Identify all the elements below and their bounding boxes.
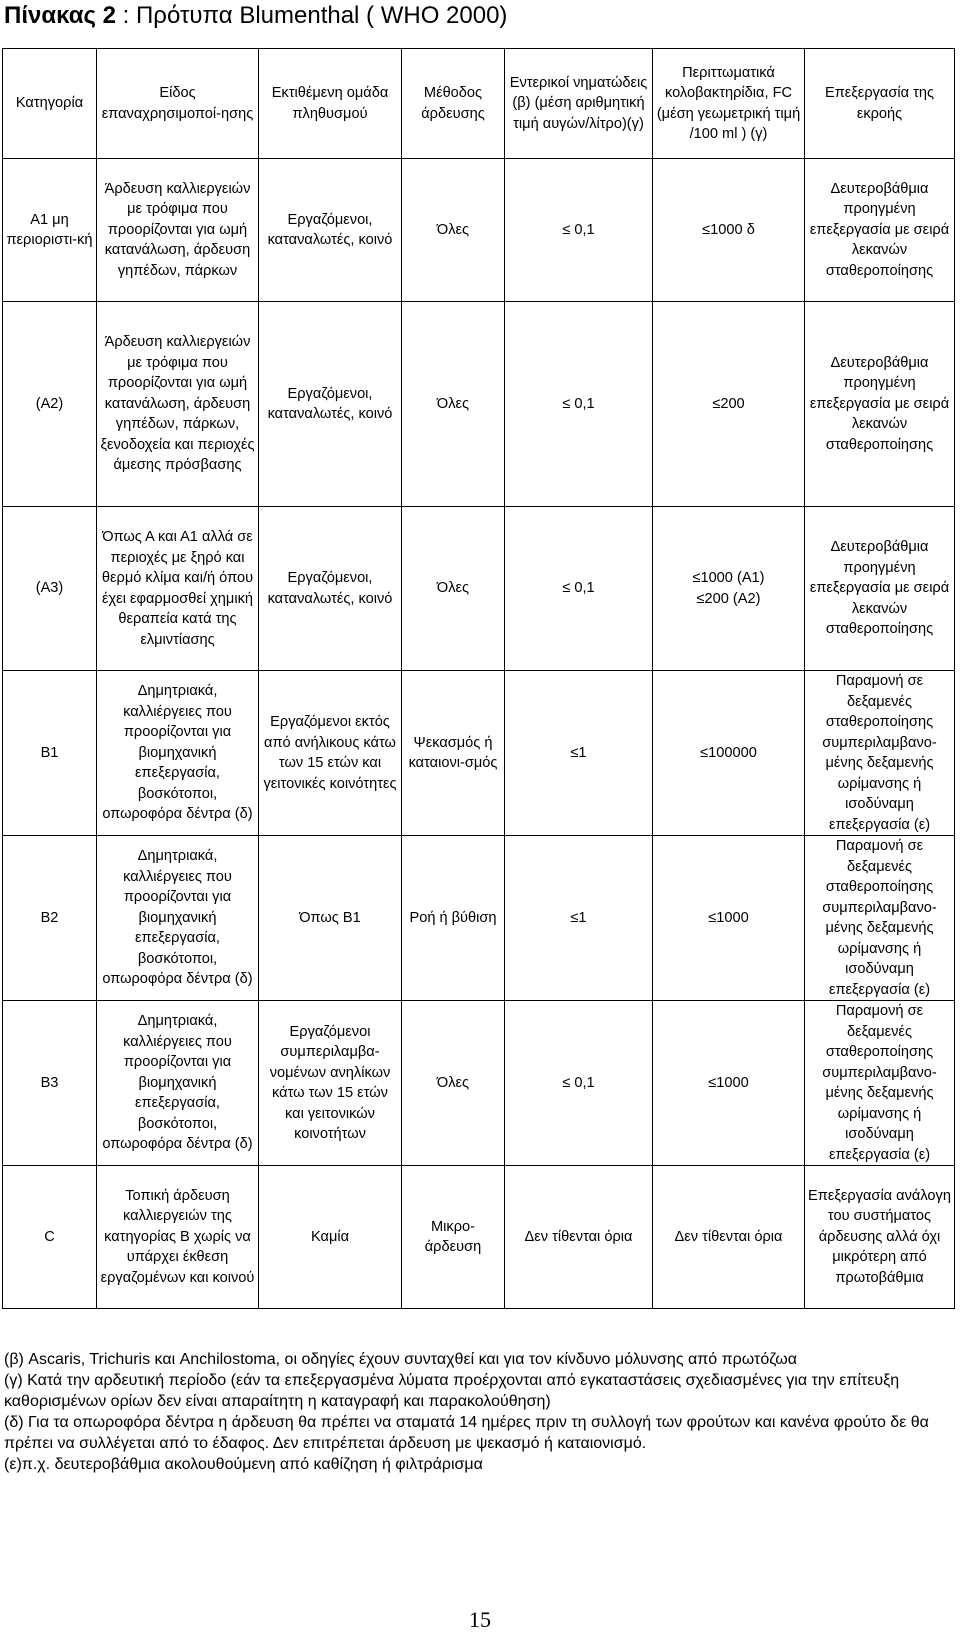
header-irrigation-method: Μέθοδος άρδευσης [402,49,505,159]
coliforms-cell: ≤1000 δ [653,159,805,302]
table-row [3,507,955,671]
table-header-row [3,49,955,159]
category-cell: (Α3) [3,507,97,671]
treatment-cell: Δευτεροβάθμια προηγμένη επεξεργασία με σειρά λεκανών σταθεροποίησης [805,302,955,507]
nematodes-cell: ≤ 0,1 [505,159,653,302]
category-cell: Β1 [3,671,97,836]
header-category: Κατηγορία [3,49,97,159]
header-nematodes: Εντερικοί νηματώδεις (β) (μέση αριθμητική τιμή αυγών/λίτρο)(γ) [505,49,653,159]
exposed-group-cell: Όπως Β1 [259,836,402,1001]
exposed-group-cell: Εργαζόμενοι, καταναλωτές, κοινό [259,159,402,302]
coliforms-cell: ≤1000 [653,1001,805,1166]
treatment-cell: Επεξεργασία ανάλογη του συστήματος άρδευσης αλλά όχι μικρότερη από πρωτοβάθμια [805,1166,955,1309]
reuse-type-cell: Τοπική άρδευση καλλιεργειών της κατηγορίας Β χωρίς να υπάρχει έκθεση εργαζομένων και κοινού [97,1166,259,1309]
reuse-type-cell: Δημητριακά, καλλιέργειες που προορίζονται για βιομηχανική επεξεργασία, βοσκότοποι, οπωροφόρα δέντρα (δ) [97,671,259,836]
table-label: Πίνακας 2 [4,2,116,29]
reuse-type-cell: Όπως Α και Α1 αλλά σε περιοχές με ξηρό και θερμό κλίμα και/ή όπου έχει εφαρμοσθεί χημική θεραπεία κατά της ελμιντίασης [97,507,259,671]
title-separator: : [115,2,136,29]
page-number: 15 [469,1607,491,1632]
reuse-type-cell: Άρδευση καλλιεργειών με τρόφιμα που προορίζονται για ωμή κατανάλωση, άρδευση γηπέδων, πάρκων, ξενοδοχεία και περιοχές άμεσης πρόσβασης [97,302,259,507]
table-body [3,159,955,1309]
exposed-group-cell: Καμία [259,1166,402,1309]
category-cell: Β3 [3,1001,97,1166]
header-exposed-group: Εκτιθέμενη ομάδα πληθυσμού [259,49,402,159]
treatment-cell: Παραμονή σε δεξαμενές σταθεροποίησης συμπεριλαμβανο-μένης δεξαμενής ωρίμανσης ή ισοδύναμη επεξεργασία (ε) [805,836,955,1001]
footnote-d: (δ) Για τα οπωροφόρα δέντρα η άρδευση θα πρέπει να σταματά 14 ημέρες πριν τη συλλογή των φρούτων και κανένα φρούτο δε θα πρέπει να συλλέγεται από το έδαφος. Δεν επιτρέπεται άρδευση με ψεκασμό ή καταιονισμό. [4,1414,929,1452]
irrigation-method-cell: Μικρο-άρδευση [402,1166,505,1309]
table-row [3,836,955,1001]
exposed-group-cell: Εργαζόμενοι εκτός από ανήλικους κάτω των 15 ετών και γειτονικές κοινότητες [259,671,402,836]
header-reuse-type: Είδος επαναχρησιμοποί-ησης [97,49,259,159]
page-title [4,2,507,30]
table-row [3,302,955,507]
irrigation-method-cell: Ροή ή βύθιση [402,836,505,1001]
irrigation-method-cell: Ψεκασμός ή καταιονι-σμός [402,671,505,836]
footnote-b: (β) Ascaris, Trichuris και Anchilostoma, οι οδηγίες έχουν συνταχθεί και για τον κίνδυνο μόλυνσης από πρωτόζωα [4,1351,797,1368]
nematodes-cell: ≤ 0,1 [505,1001,653,1166]
irrigation-method-cell: Όλες [402,1001,505,1166]
exposed-group-cell: Εργαζόμενοι, καταναλωτές, κοινό [259,507,402,671]
header-fecal-coliforms: Περιττωματικά κολοβακτηρίδια, FC (μέση γεωμετρική τιμή /100 ml ) (γ) [653,49,805,159]
category-cell: (Α2) [3,302,97,507]
reuse-type-cell: Δημητριακά, καλλιέργειες που προορίζονται για βιομηχανική επεξεργασία, βοσκότοποι, οπωροφόρα δέντρα (δ) [97,1001,259,1166]
coliforms-cell: ≤200 [653,302,805,507]
treatment-cell: Παραμονή σε δεξαμενές σταθεροποίησης συμπεριλαμβανο-μένης δεξαμενής ωρίμανσης ή ισοδύναμη επεξεργασία (ε) [805,1001,955,1166]
category-cell: C [3,1166,97,1309]
table-row [3,671,955,836]
footnote-e: (ε)π.χ. δευτεροβάθμια ακολουθούμενη από καθίζηση ή φιλτράρισμα [4,1456,483,1473]
coliforms-cell: ≤1000 [653,836,805,1001]
nematodes-cell: ≤ 0,1 [505,302,653,507]
coliforms-cell: ≤1000 (Α1) ≤200 (Α2) [653,507,805,671]
table-title-text: Πρότυπα Blumenthal ( WHO 2000) [135,2,508,29]
coliforms-cell: ≤100000 [653,671,805,836]
header-effluent-treatment: Επεξεργασία της εκροής [805,49,955,159]
exposed-group-cell: Εργαζόμενοι συμπεριλαμβα-νομένων ανηλίκων κάτω των 15 ετών και γειτονικών κοινοτήτων [259,1001,402,1166]
reuse-type-cell: Άρδευση καλλιεργειών με τρόφιμα που προορίζονται για ωμή κατανάλωση, άρδευση γηπέδων, πάρκων [97,159,259,302]
irrigation-method-cell: Όλες [402,507,505,671]
footnotes [4,1349,949,1475]
treatment-cell: Παραμονή σε δεξαμενές σταθεροποίησης συμπεριλαμβανο-μένης δεξαμενής ωρίμανσης ή ισοδύναμη επεξεργασία (ε) [805,671,955,836]
nematodes-cell: ≤ 0,1 [505,507,653,671]
irrigation-method-cell: Όλες [402,159,505,302]
reuse-type-cell: Δημητριακά, καλλιέργειες που προορίζονται για βιομηχανική επεξεργασία, βοσκότοποι, οπωροφόρα δέντρα (δ) [97,836,259,1001]
category-cell: Β2 [3,836,97,1001]
standards-table [2,48,955,1309]
exposed-group-cell: Εργαζόμενοι, καταναλωτές, κοινό [259,302,402,507]
category-cell: Α1 μη περιοριστι-κή [3,159,97,302]
treatment-cell: Δευτεροβάθμια προηγμένη επεξεργασία με σειρά λεκανών σταθεροποίησης [805,507,955,671]
nematodes-cell: ≤1 [505,671,653,836]
table-row [3,1001,955,1166]
irrigation-method-cell: Όλες [402,302,505,507]
nematodes-cell: Δεν τίθενται όρια [505,1166,653,1309]
treatment-cell: Δευτεροβάθμια προηγμένη επεξεργασία με σειρά λεκανών σταθεροποίησης [805,159,955,302]
table-row [3,1166,955,1309]
coliforms-cell: Δεν τίθενται όρια [653,1166,805,1309]
nematodes-cell: ≤1 [505,836,653,1001]
table-row [3,159,955,302]
footnote-c: (γ) Κατά την αρδευτική περίοδο (εάν τα επεξεργασμένα λύματα προέρχονται από εγκαταστάσεις σχεδιασμένες για την επίτευξη καθορισμένων ορίων δεν είναι απαραίτητη η καταγραφή και παρακολούθηση) [4,1372,900,1410]
